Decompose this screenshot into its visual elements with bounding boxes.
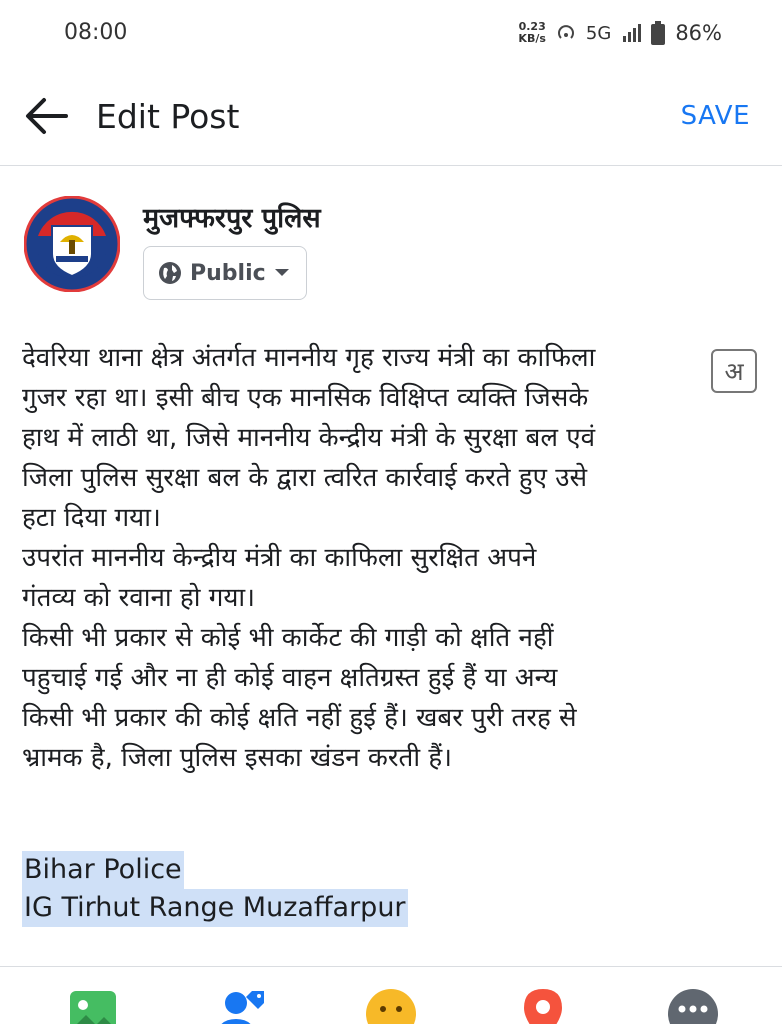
- post-text[interactable]: [22, 338, 712, 778]
- net-speed-unit: KB/s: [518, 32, 546, 45]
- feeling-icon[interactable]: [364, 987, 418, 1024]
- location-icon[interactable]: [516, 987, 570, 1024]
- app-header: [0, 66, 782, 166]
- audience-selector[interactable]: [143, 246, 307, 300]
- post-line: उपरांत माननीय केन्द्रीय मंत्री का काफिला सुरक्षित अपने: [22, 543, 537, 573]
- signature-line: Bihar Police: [22, 851, 184, 889]
- post-line: भ्रामक है, जिला पुलिस इसका खंडन करती हैं।: [22, 743, 453, 773]
- signal-icon: [621, 23, 641, 43]
- post-line: किसी भी प्रकार की कोई क्षति नहीं हुई हैं। खबर पुरी तरह से: [22, 703, 577, 733]
- network-type: 5G: [585, 22, 612, 44]
- net-speed-value: 0.23: [518, 20, 546, 33]
- post-signature[interactable]: [22, 851, 408, 927]
- post-line: पहुचाई गई और ना ही कोई वाहन क्षतिग्रस्त हुई हैं या अन्य: [22, 663, 558, 693]
- post-author: [0, 166, 782, 316]
- photo-icon[interactable]: [66, 987, 120, 1024]
- status-bar: [0, 0, 782, 66]
- audience-label: Public: [190, 260, 266, 286]
- battery-icon: [651, 21, 665, 45]
- post-line: देवरिया थाना क्षेत्र अंतर्गत माननीय गृह राज्य मंत्री का काफिला: [22, 343, 596, 373]
- post-line: किसी भी प्रकार से कोई भी कार्केट की गाड़ी को क्षति नहीं: [22, 623, 554, 653]
- tag-people-icon[interactable]: [214, 987, 268, 1024]
- post-line: गंतव्य को रवाना हो गया।: [22, 583, 256, 613]
- caret-down-icon: [274, 268, 290, 278]
- battery-level: 86%: [675, 21, 722, 45]
- save-button[interactable]: SAVE: [680, 101, 750, 131]
- translate-icon[interactable]: अ: [711, 349, 757, 393]
- hotspot-icon: [556, 23, 576, 43]
- post-line: हटा दिया गया।: [22, 503, 161, 533]
- back-arrow-icon[interactable]: [22, 94, 70, 138]
- post-line: गुजर रहा था। इसी बीच एक मानसिक विक्षिप्त व्यक्ति जिसके: [22, 383, 589, 413]
- status-time: 08:00: [64, 20, 128, 45]
- page-title: Edit Post: [96, 97, 240, 136]
- compose-toolbar: [0, 966, 782, 1024]
- more-icon[interactable]: [666, 987, 720, 1024]
- post-line: जिला पुलिस सुरक्षा बल के द्वारा त्वरित कार्रवाई करते हुए उसे: [22, 463, 588, 493]
- signature-line: IG Tirhut Range Muzaffarpur: [22, 889, 408, 927]
- page-name[interactable]: मुजफ्फरपुर पुलिस: [143, 203, 321, 234]
- net-speed: [518, 21, 545, 45]
- page-avatar[interactable]: [24, 196, 120, 292]
- post-line: हाथ में लाठी था, जिसे माननीय केन्द्रीय मंत्री के सुरक्षा बल एवं: [22, 423, 596, 453]
- status-indicators: [518, 16, 722, 50]
- globe-icon: [158, 261, 182, 285]
